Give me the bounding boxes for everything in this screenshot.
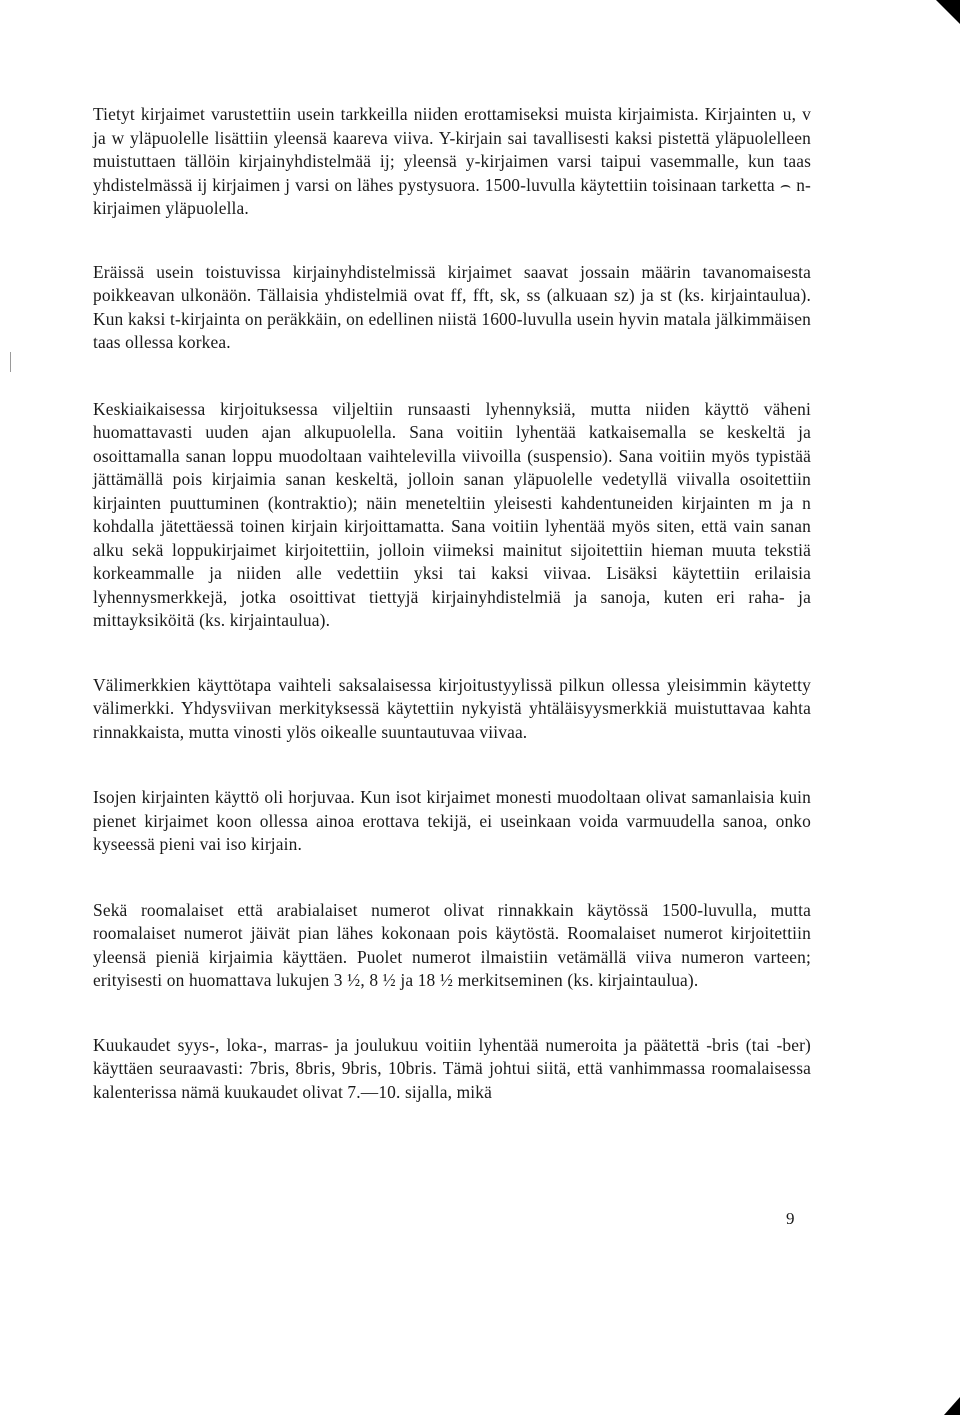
scan-corner-mark: [930, 0, 960, 30]
paragraph-months: Kuukaudet syys-, loka-, marras- ja joulukuu voitiin lyhentää numeroita ja päätettä -bris (tai -ber) käyttäen seuraavasti: 7bris, 8bris, 9bris, 10bris. Tämä johtui siitä, että vanhimmassa roomalaisessa kalenterissa nämä kuukaudet olivat 7.—10. sijalla, mikä: [93, 1034, 811, 1102]
paragraph-punctuation: Välimerkkien käyttötapa vaihteli saksalaisessa kirjoitustyylissä pilkun ollessa yleisimmin käytetty välimerkki. Yhdysviivan merkityksessä käytettiin nykyistä yhtäläisyysmerkkiä muistuttavaa kahta rinnakkaista, mutta vinosti ylös oikealle suuntautuvaa viivaa.: [93, 674, 811, 742]
body-text: [93, 103, 811, 1104]
scan-corner-mark-bottom: [944, 1397, 960, 1415]
paragraph-numerals: Sekä roomalaiset että arabialaiset numerot olivat rinnakkain käytössä 1500-luvulla, mutta roomalaiset numerot jäivät pian lähes kokonaan pois käytöstä. Roomalaiset numerot kirjoitettiin yleensä pieniä kirjaimia käyttäen. Puolet numerot ilmaistiin vetämällä viiva numeron varteen; erityisesti on huomattava lukujen 3 ½, 8 ½ ja 18 ½ merkitseminen (ks. kirjaintaulua).: [93, 899, 811, 990]
margin-mark: [10, 352, 11, 372]
paragraph-ligatures: Eräissä usein toistuvissa kirjainyhdistelmissä kirjaimet saavat jossain määrin tavanomaisesta poikkeavan ulkonäön. Tällaisia yhdistelmiä ovat ff, fft, sk, ss (alkuaan sz) ja st (ks. kirjaintaulua). Kun kaksi t-kirjainta on peräkkäin, on edellinen niistä 1600-luvulla usein hyvin matala jälkimmäisen taas ollessa korkea.: [93, 261, 811, 352]
paragraph-capitals: Isojen kirjainten käyttö oli horjuvaa. Kun isot kirjaimet monesti muodoltaan olivat samanlaisia kuin pienet kirjaimet koon ollessa ainoa erottava tekijä, ei useinkaan voida varmuudella sanoa, onko kyseessä pieni vai iso kirjain.: [93, 787, 811, 854]
paragraph-abbreviations: Keskiaikaisessa kirjoituksessa viljeltiin runsaasti lyhennyksiä, mutta niiden käyttö väheni huomattavasti uuden ajan alkupuolella. Sana voitiin lyhentää katkaisemalla se keskeltä ja osoittamalla sanan loppu muodoltaan vaihtelevilla viivoilla (suspensio). Sana voitiin myös typistää jättämällä pois kirjaimia sanan keskeltä, jolloin sanan yläpuolelle vedetyllä viivalla osoitettiin kirjainten puuttuminen (kontraktio); näin meneteltiin yleisesti kahdentuneiden kirjainten m ja n kohdalla jätettäessä toinen kirjain kirjoittamatta. Sana voitiin lyhentää myös siten, että vain sanan alku sekä loppukirjaimet kirjoitettiin, jolloin viimeksi mainitut sijoitettiin hieman muuta tekstiä korkeammalle ja niiden alle vedettiin yksi tai kaksi viivaa. Lisäksi käytettiin erilaisia lyhennysmerkkejä, jotka osoittivat tiettyjä kirjainyhdistelmiä ja sanoja, kuten eri raha- ja mittayksiköitä (ks. kirjaintaulua).: [93, 398, 811, 630]
page-number: 9: [786, 1209, 795, 1228]
paragraph-diacritics: Tietyt kirjaimet varustettiin usein tarkkeilla niiden erottamiseksi muista kirjaimista. Kirjainten u, v ja w yläpuolelle lisättiin yleensä kaareva viiva. Y-kirjain sai tavallisesti kaksi pistettä yläpuolelleen muistuttaen tällöin kirjainyhdistelmää ij; yleensä y-kirjaimen varsi taipui vasemmalle, kun taas yhdistelmässä ij kirjaimen j varsi on lähes pystysuora. 1500-luvulla käytettiin toisinaan tarketta ⌢ n-kirjaimen yläpuolella.: [93, 104, 811, 218]
